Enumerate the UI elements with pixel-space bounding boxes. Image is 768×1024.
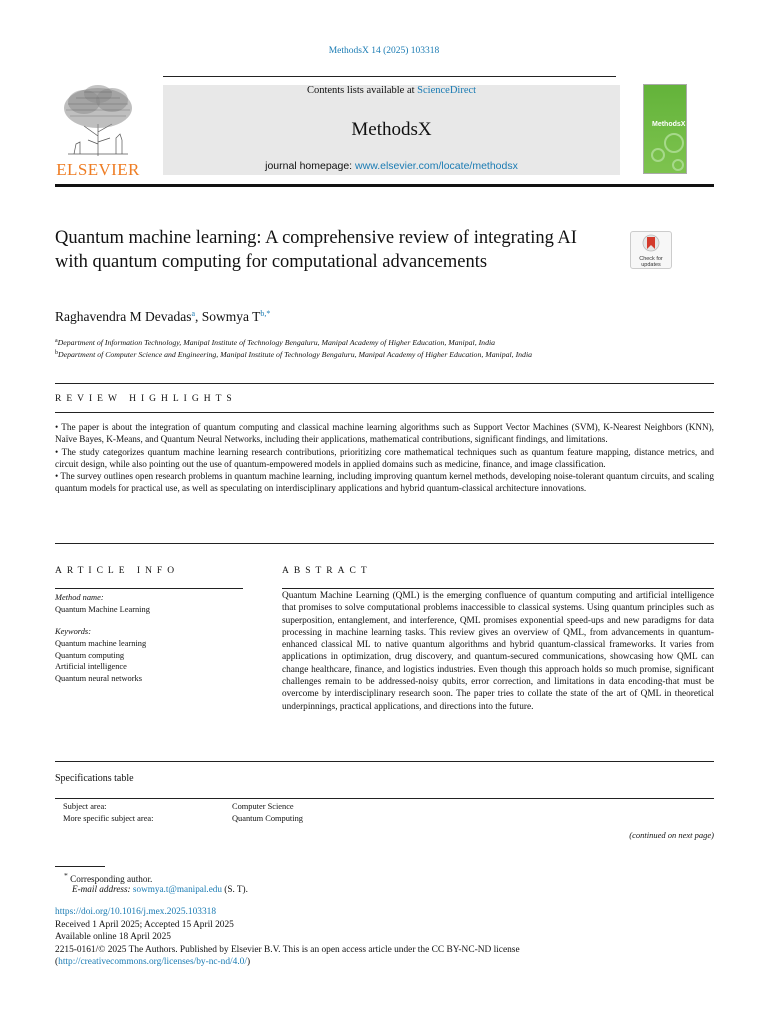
highlights-bottom-rule [55,543,714,544]
cover-pattern-icon [644,85,687,174]
affiliation-marker[interactable]: b,* [260,309,271,318]
affiliation-a [55,336,715,349]
highlights-label: REVIEW HIGHLIGHTS [55,394,237,404]
abstract-rule [282,588,714,589]
highlight-item: • The paper is about the integration of quantum computing and classical machine learning algorithms such as Support Vector Machines (SVM), K-Nearest Neighbors (KNN), Naïve Bayes, K-Means, and Quantum Neural Networks, including their applications, mathematical contributions, significant findings, and limitations. [55,421,714,446]
doi-link[interactable]: https://doi.org/10.1016/j.mex.2025.103318 [55,907,217,917]
elsevier-tree-icon [54,84,142,158]
contents-prefix: Contents lists available at [306,85,418,96]
journal-homepage-line [163,160,620,172]
method-name-block [55,592,243,616]
keywords-heading: Keywords: [55,627,91,636]
abstract-text: Quantum Machine Learning (QML) is the emerging confluence of quantum computing and artificial intelligence that promises to solve computational problems inaccessible to classical systems. Using quantum principles such as superposition, entanglement, and interference, QML promises exponential speed-ups and new paradigms for data processing in machine learning tasks. This review gives an overview of QML, from advancements in quantum-enhanced classical ML to native quantum algorithms and hybrid quantum-classical frameworks. It varies from applications in optimization, drug discovery, and quantum-secured communications, showcasing how QML can change healthcare, finance, and logistics industries. Even though this approach holds so much promise, significant challenges remain to be addressed-noisy qubits, error correction, and limitations in data encoding-that must be overcome by interdisciplinary research soon. The paper tries to collate the state of the art of QML in theoretical underpinnings, practical applications, and directions into the future. [282,591,714,712]
spec-table-rule [55,798,714,799]
header-top-rule [163,76,616,77]
check-updates-icon [642,234,660,254]
license-paren-open: ( [55,957,59,968]
article-title: Quantum machine learning: A comprehensive review of integrating AI with quantum computing for computational advancements [55,228,577,272]
spec-value: Quantum Computing [232,814,303,823]
homepage-prefix: journal homepage: [265,160,356,172]
method-name-value: Quantum Machine Learning [55,604,150,614]
sciencedirect-link[interactable]: ScienceDirect [417,85,477,96]
author-line [55,309,270,325]
check-for-updates-badge[interactable] [630,231,672,269]
author-separator: , [195,309,202,324]
keywords-block [55,626,243,685]
header-bottom-rule [55,184,714,187]
affiliation-b [55,348,615,361]
spec-table-row [63,802,663,811]
email-note [72,883,248,896]
journal-cover-thumbnail [643,84,687,174]
author-name: Raghavendra M Devadas [55,309,192,324]
email-suffix: (S. T). [224,884,248,894]
license-paren-close: ) [246,957,251,968]
copyright-statement: 2215-0161/© 2025 The Authors. Published by Elsevier B.V. This is an open access article under the CC BY-NC-ND license [55,944,520,955]
affiliation-letter: b [55,350,58,356]
highlights-top-rule [55,383,714,384]
keyword-item: Artificial intelligence [55,662,127,672]
spec-key: Subject area: [63,802,107,811]
license-line [55,956,715,969]
spec-value: Computer Science [232,802,294,811]
author-name: Sowmya T [201,309,261,324]
journal-reference-link[interactable]: MethodsX 14 (2025) 103318 [328,46,440,56]
publisher-logo-text: ELSEVIER [56,160,140,179]
keyword-item: Quantum machine learning [55,638,147,648]
affiliation-marker[interactable]: a [191,309,196,318]
article-info-rule [55,588,243,589]
received-accepted-dates: Received 1 April 2025; Accepted 15 April 2025 [55,919,234,930]
footnote-rule [55,866,105,867]
article-info-label: ARTICLE INFO [55,566,180,576]
abstract-bottom-rule [55,761,714,762]
highlights-label-rule [55,412,714,413]
highlight-item: • The survey outlines open research problems in quantum machine learning, including improving quantum kernel methods, developing noise-tolerant quantum circuits, and scaling quantum models for practical use, as well as speculating on interdisciplinary applications and hybrid quantum-classical architecture innovations. [55,470,714,495]
corresponding-label: Corresponding author. [70,874,153,885]
email-label: E-mail address: [72,884,131,894]
affiliation-text: Department of Information Technology, Manipal Institute of Technology Bengaluru, Manipal Academy of Higher Education, Manipal, India [57,338,496,347]
available-online-date: Available online 18 April 2025 [55,932,171,943]
keyword-item: Quantum neural networks [55,674,142,684]
email-link[interactable]: sowmya.t@manipal.edu [132,884,222,894]
cover-title: MethodsX [652,121,686,128]
keyword-item: Quantum computing [55,650,125,660]
abstract-label: ABSTRACT [282,566,372,576]
highlights-list [55,421,714,495]
license-link[interactable]: http://creativecommons.org/licenses/by-nc-nd/4.0/ [58,957,247,968]
footnote-star: * [64,871,68,880]
journal-name: MethodsX [351,119,432,140]
specifications-title: Specifications table [55,773,134,784]
affiliation-text: Department of Computer Science and Engineering, Manipal Institute of Technology Bengaluru, Manipal Academy of Higher Education, Manipal, India [58,350,533,359]
article-metadata-block [55,906,715,969]
continued-note: (continued on next page) [629,830,714,840]
contents-available-line [163,85,620,96]
journal-homepage-link[interactable]: www.elsevier.com/locate/methodsx [355,160,518,172]
check-updates-label: Check for updates [639,256,663,268]
spec-table-row [63,814,663,823]
method-name-heading: Method name: [55,593,104,602]
affiliation-letter: a [55,338,58,344]
spec-key: More specific subject area: [63,814,154,823]
highlight-item: • The study categorizes quantum machine learning research contributions, prioritizing core mathematical techniques such as quantum feature mapping, distance metrics, and circuit design, while also pointing out the use of quantum-empowered models in applied domains such as medicine, finance, and image classification. [55,446,714,471]
